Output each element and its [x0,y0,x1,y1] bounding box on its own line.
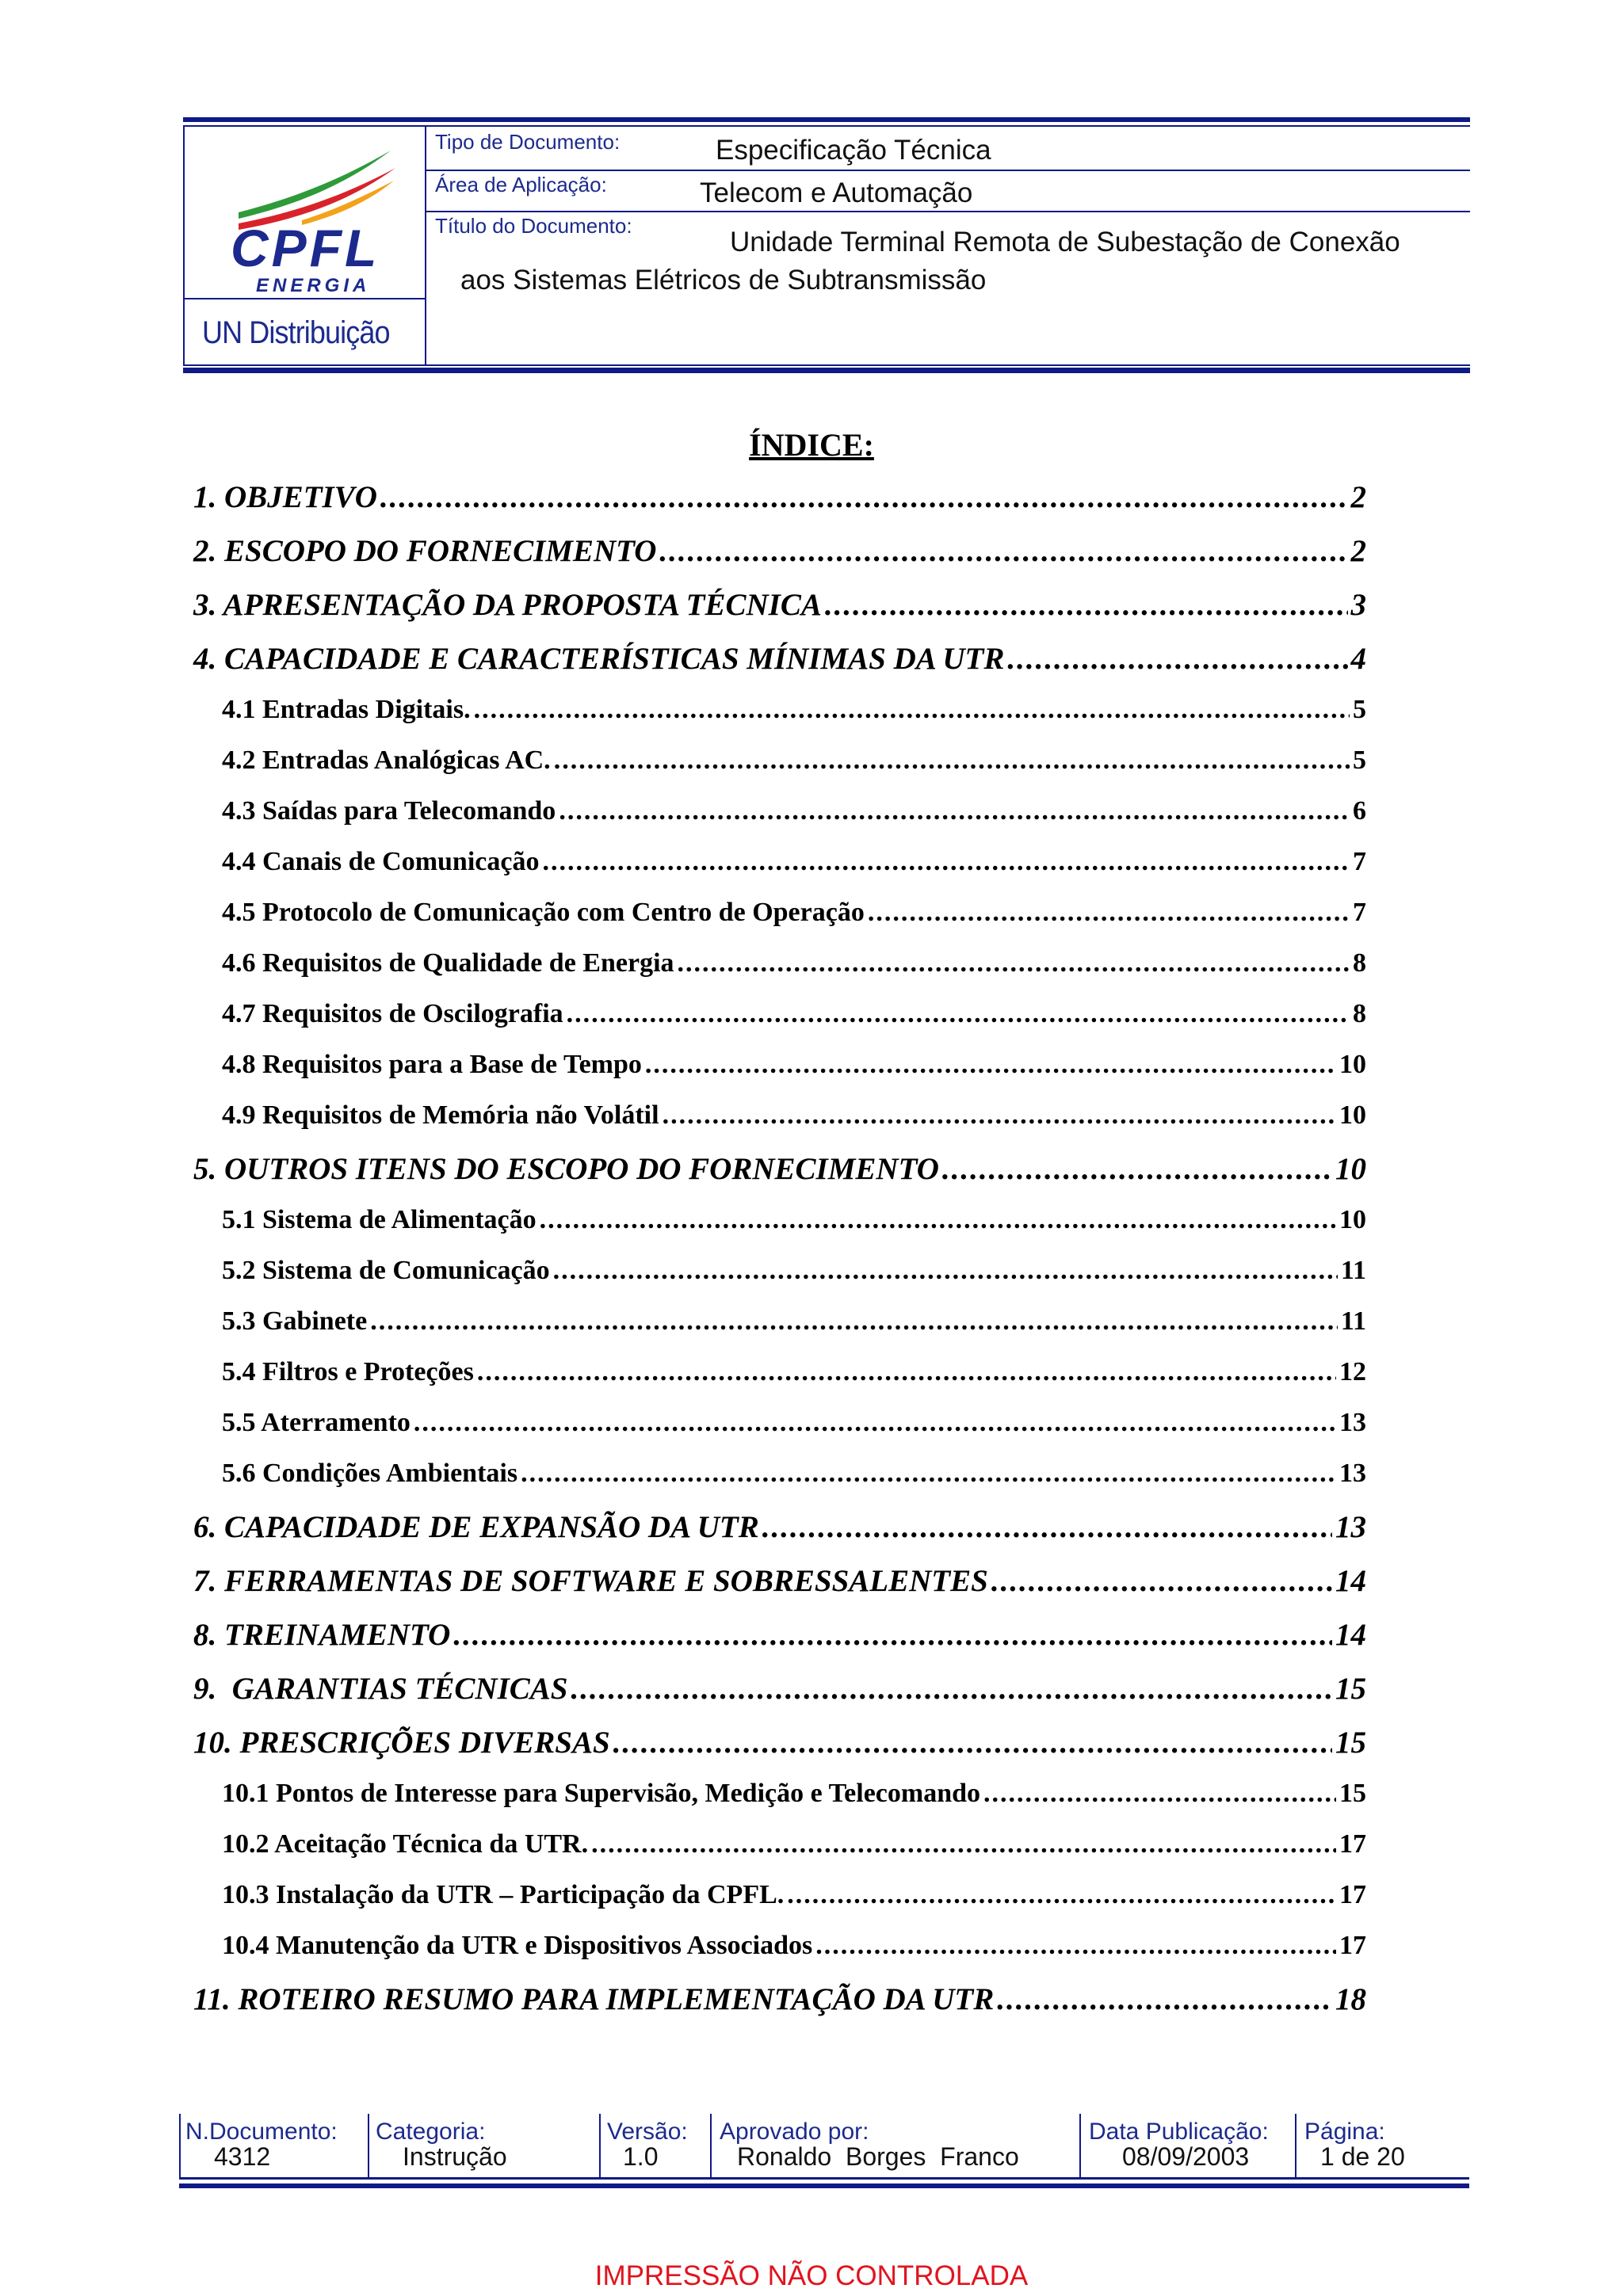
toc-entry[interactable] [222,796,1366,836]
toc-leader-dots [659,533,1347,569]
header-rule [183,125,1470,127]
toc-entry-title: 4.8 Requisitos para a Base de Tempo [222,1050,642,1079]
toc-entry-title: 5.1 Sistema de Alimentação [222,1205,537,1234]
toc-entry-title: 5. OUTROS ITENS DO ESCOPO DO FORNECIMENTO [193,1152,939,1186]
toc-entry-page: 8 [1353,948,1366,978]
footer-rule [1295,2114,1296,2177]
index-title: ÍNDICE: [749,427,874,463]
toc-entry[interactable] [222,999,1366,1039]
toc-entry-page: 8 [1353,999,1366,1028]
doc-type-value: Especificação Técnica [716,135,991,166]
toc-entry-page: 14 [1335,1618,1366,1652]
toc-entry-title: 11. ROTEIRO RESUMO PARA IMPLEMENTAÇÃO DA UTR [193,1982,995,2016]
toc-entry-title: 1. OBJETIVO [193,480,377,514]
toc-entry-page: 15 [1339,1779,1366,1808]
document-footer [179,2114,1469,2193]
toc-leader-dots [663,1100,1336,1131]
footer-rule [710,2114,712,2177]
toc-entry-page: 4 [1350,642,1366,676]
toc-entry[interactable] [193,587,1366,627]
toc-leader-dots [825,587,1348,623]
toc-entry-title: 4.1 Entradas Digitais. [222,695,471,724]
toc-leader-dots [380,479,1348,515]
toc-entry-page: 7 [1353,898,1366,927]
toc-leader-dots [762,1509,1332,1545]
footer-rule [179,2114,181,2177]
toc-entry-page: 5 [1353,695,1366,724]
toc-leader-dots [553,1256,1338,1286]
title-line-1: Unidade Terminal Remota de Subestação de Conexão [730,227,1400,257]
business-unit: UN Distribuição [202,315,390,350]
toc-leader-dots [559,796,1350,826]
version: 1.0 [623,2142,659,2171]
toc-entry-page: 15 [1335,1672,1366,1706]
title-label: Título do Documento: [435,214,632,238]
toc-entry-page: 11 [1340,1306,1366,1336]
toc-leader-dots [477,1357,1336,1387]
toc-leader-dots [591,1829,1336,1859]
toc-entry[interactable] [222,1100,1366,1140]
toc-entry-title: 6. CAPACIDADE DE EXPANSÃO DA UTR [193,1510,759,1544]
toc-leader-dots [942,1151,1332,1187]
toc-entry-title: 5.3 Gabinete [222,1306,368,1336]
toc-entry[interactable] [193,1725,1366,1764]
toc-leader-dots [542,847,1350,877]
toc-entry-title: 10.2 Aceitação Técnica da UTR. [222,1829,589,1859]
header-rule [183,127,185,364]
footer-rule [179,2177,1469,2180]
toc-entry-page: 7 [1353,847,1366,876]
title-line-2: aos Sistemas Elétricos de Subtransmissão [460,265,987,296]
toc-entry[interactable] [193,641,1366,681]
toc-entry-title: 4.4 Canais de Comunicação [222,847,540,876]
toc-leader-dots [983,1779,1336,1809]
pub-date: 08/09/2003 [1122,2142,1250,2171]
page-label: Página: [1304,2119,1385,2145]
toc-entry-page: 2 [1350,480,1366,514]
toc-entry[interactable] [222,1880,1366,1920]
area-value: Telecom e Automação [700,177,973,208]
svg-text:ENERGIA: ENERGIA [256,275,371,292]
toc-entry-page: 6 [1353,796,1366,826]
toc-entry-title: 9. GARANTIAS TÉCNICAS [193,1672,568,1706]
toc-entry-page: 15 [1335,1726,1366,1760]
header-rule [183,117,1470,122]
toc-entry[interactable] [222,1205,1366,1245]
toc-leader-dots [613,1725,1332,1760]
footer-rule [1079,2114,1081,2177]
footer-rule [599,2114,601,2177]
toc-entry[interactable] [193,1617,1366,1657]
page-number: 1 de 20 [1320,2142,1405,2171]
toc-entry-page: 17 [1339,1829,1366,1859]
toc-leader-dots [540,1205,1336,1235]
toc-entry-page: 13 [1339,1408,1366,1437]
cpfl-logo [207,141,405,292]
pub-date-label: Data Publicação: [1089,2119,1269,2145]
toc-entry-title: 10.3 Instalação da UTR – Participação da CPFL. [222,1880,785,1909]
toc-leader-dots [474,695,1350,725]
toc-entry-title: 10. PRESCRIÇÕES DIVERSAS [193,1726,610,1760]
doc-number: 4312 [214,2142,271,2171]
toc-entry[interactable] [222,847,1366,887]
header-rule [183,368,1470,373]
toc-entry[interactable] [193,533,1366,573]
toc-entry-page: 17 [1339,1931,1366,1960]
toc-entry-page: 10 [1339,1050,1366,1079]
uncontrolled-print-notice: IMPRESSÃO NÃO CONTROLADA [594,2260,1029,2291]
category-label: Categoria: [376,2119,486,2145]
toc-entry-title: 5.6 Condições Ambientais [222,1459,518,1488]
footer-rule [368,2114,369,2177]
toc-entry-title: 5.2 Sistema de Comunicação [222,1256,550,1285]
toc-entry-page: 2 [1350,534,1366,568]
toc-leader-dots [991,1563,1332,1599]
toc-entry[interactable] [193,1151,1366,1191]
toc-entry-page: 3 [1350,588,1366,622]
toc-entry[interactable] [193,1563,1366,1603]
toc-entry[interactable] [222,948,1366,988]
approved-by: Ronaldo Borges Franco [737,2142,1019,2171]
doc-number-label: N.Documento: [185,2119,338,2145]
toc-entry-page: 17 [1339,1880,1366,1909]
toc-entry-page: 10 [1339,1205,1366,1234]
document-header [183,117,1470,376]
toc-entry[interactable] [193,1671,1366,1711]
toc-leader-dots [414,1408,1336,1438]
toc-entry-page: 13 [1339,1459,1366,1488]
header-rule [183,298,426,299]
toc-entry-title: 4. CAPACIDADE E CARACTERÍSTICAS MÍNIMAS DA UTR [193,642,1005,676]
toc-entry-page: 18 [1335,1982,1366,2016]
toc-entry[interactable] [222,1357,1366,1397]
version-label: Versão: [607,2119,688,2145]
toc-leader-dots [997,1981,1332,2017]
header-rule [426,211,1470,212]
header-rule [426,170,1470,171]
toc-leader-dots [787,1880,1336,1910]
toc-entry-page: 12 [1339,1357,1366,1386]
toc-entry-title: 3. APRESENTAÇÃO DA PROPOSTA TÉCNICA [193,588,822,622]
toc-entry-title: 7. FERRAMENTAS DE SOFTWARE E SOBRESSALENTES [193,1564,988,1598]
toc-entry[interactable] [222,1050,1366,1089]
toc-entry[interactable] [222,1256,1366,1295]
toc-entry-page: 13 [1335,1510,1366,1544]
toc-entry[interactable] [222,1931,1366,1970]
toc-leader-dots [868,898,1350,928]
toc-entry-title: 10.4 Manutenção da UTR e Dispositivos Associados [222,1931,813,1960]
toc-entry[interactable] [193,1509,1366,1549]
toc-leader-dots [567,999,1350,1029]
toc-entry-title: 4.6 Requisitos de Qualidade de Energia [222,948,674,978]
toc-entry[interactable] [222,695,1366,734]
toc-entry-title: 5.5 Aterramento [222,1408,411,1437]
svg-text:CPFL: CPFL [231,219,380,277]
toc-entry-title: 4.7 Requisitos de Oscilografia [222,999,563,1028]
toc-leader-dots [571,1671,1332,1707]
toc-leader-dots [554,746,1350,776]
toc-entry-title: 5.4 Filtros e Proteções [222,1357,474,1386]
toc-entry[interactable] [222,746,1366,785]
toc-leader-dots [1007,641,1347,677]
toc-entry-title: 10.1 Pontos de Interesse para Supervisão, Medição e Telecomando [222,1779,981,1808]
toc-entry[interactable] [222,1408,1366,1447]
toc-leader-dots [453,1617,1332,1653]
toc-entry-page: 11 [1340,1256,1366,1285]
toc-entry-title: 4.2 Entradas Analógicas AC. [222,746,551,775]
toc-entry[interactable] [222,1829,1366,1869]
category: Instrução [403,2142,507,2171]
toc-entry-title: 4.9 Requisitos de Memória não Volátil [222,1100,659,1130]
toc-entry-page: 10 [1339,1100,1366,1130]
toc-entry-page: 5 [1353,746,1366,775]
footer-rule [179,2183,1469,2188]
toc-entry-page: 10 [1335,1152,1366,1186]
toc-entry-page: 14 [1335,1564,1366,1598]
approved-label: Aprovado por: [720,2119,869,2145]
toc-entry-title: 8. TREINAMENTO [193,1618,451,1652]
area-label: Área de Aplicação: [435,173,607,196]
toc-entry-title: 2. ESCOPO DO FORNECIMENTO [193,534,657,568]
toc-leader-dots [370,1306,1338,1337]
toc-entry[interactable] [222,1779,1366,1818]
toc-leader-dots [678,948,1350,978]
toc-leader-dots [645,1050,1336,1080]
toc-entry[interactable] [193,479,1366,519]
doc-type-label: Tipo de Documento: [435,130,621,154]
toc-entry[interactable] [222,1306,1366,1346]
toc-entry[interactable] [222,898,1366,937]
toc-leader-dots [815,1931,1336,1961]
toc-entry[interactable] [222,1459,1366,1498]
toc-entry[interactable] [193,1981,1366,2021]
header-rule [183,364,1470,366]
header-rule [425,127,426,364]
toc-entry-title: 4.3 Saídas para Telecomando [222,796,556,826]
toc-leader-dots [521,1459,1336,1489]
toc-entry-title: 4.5 Protocolo de Comunicação com Centro de Operação [222,898,865,927]
